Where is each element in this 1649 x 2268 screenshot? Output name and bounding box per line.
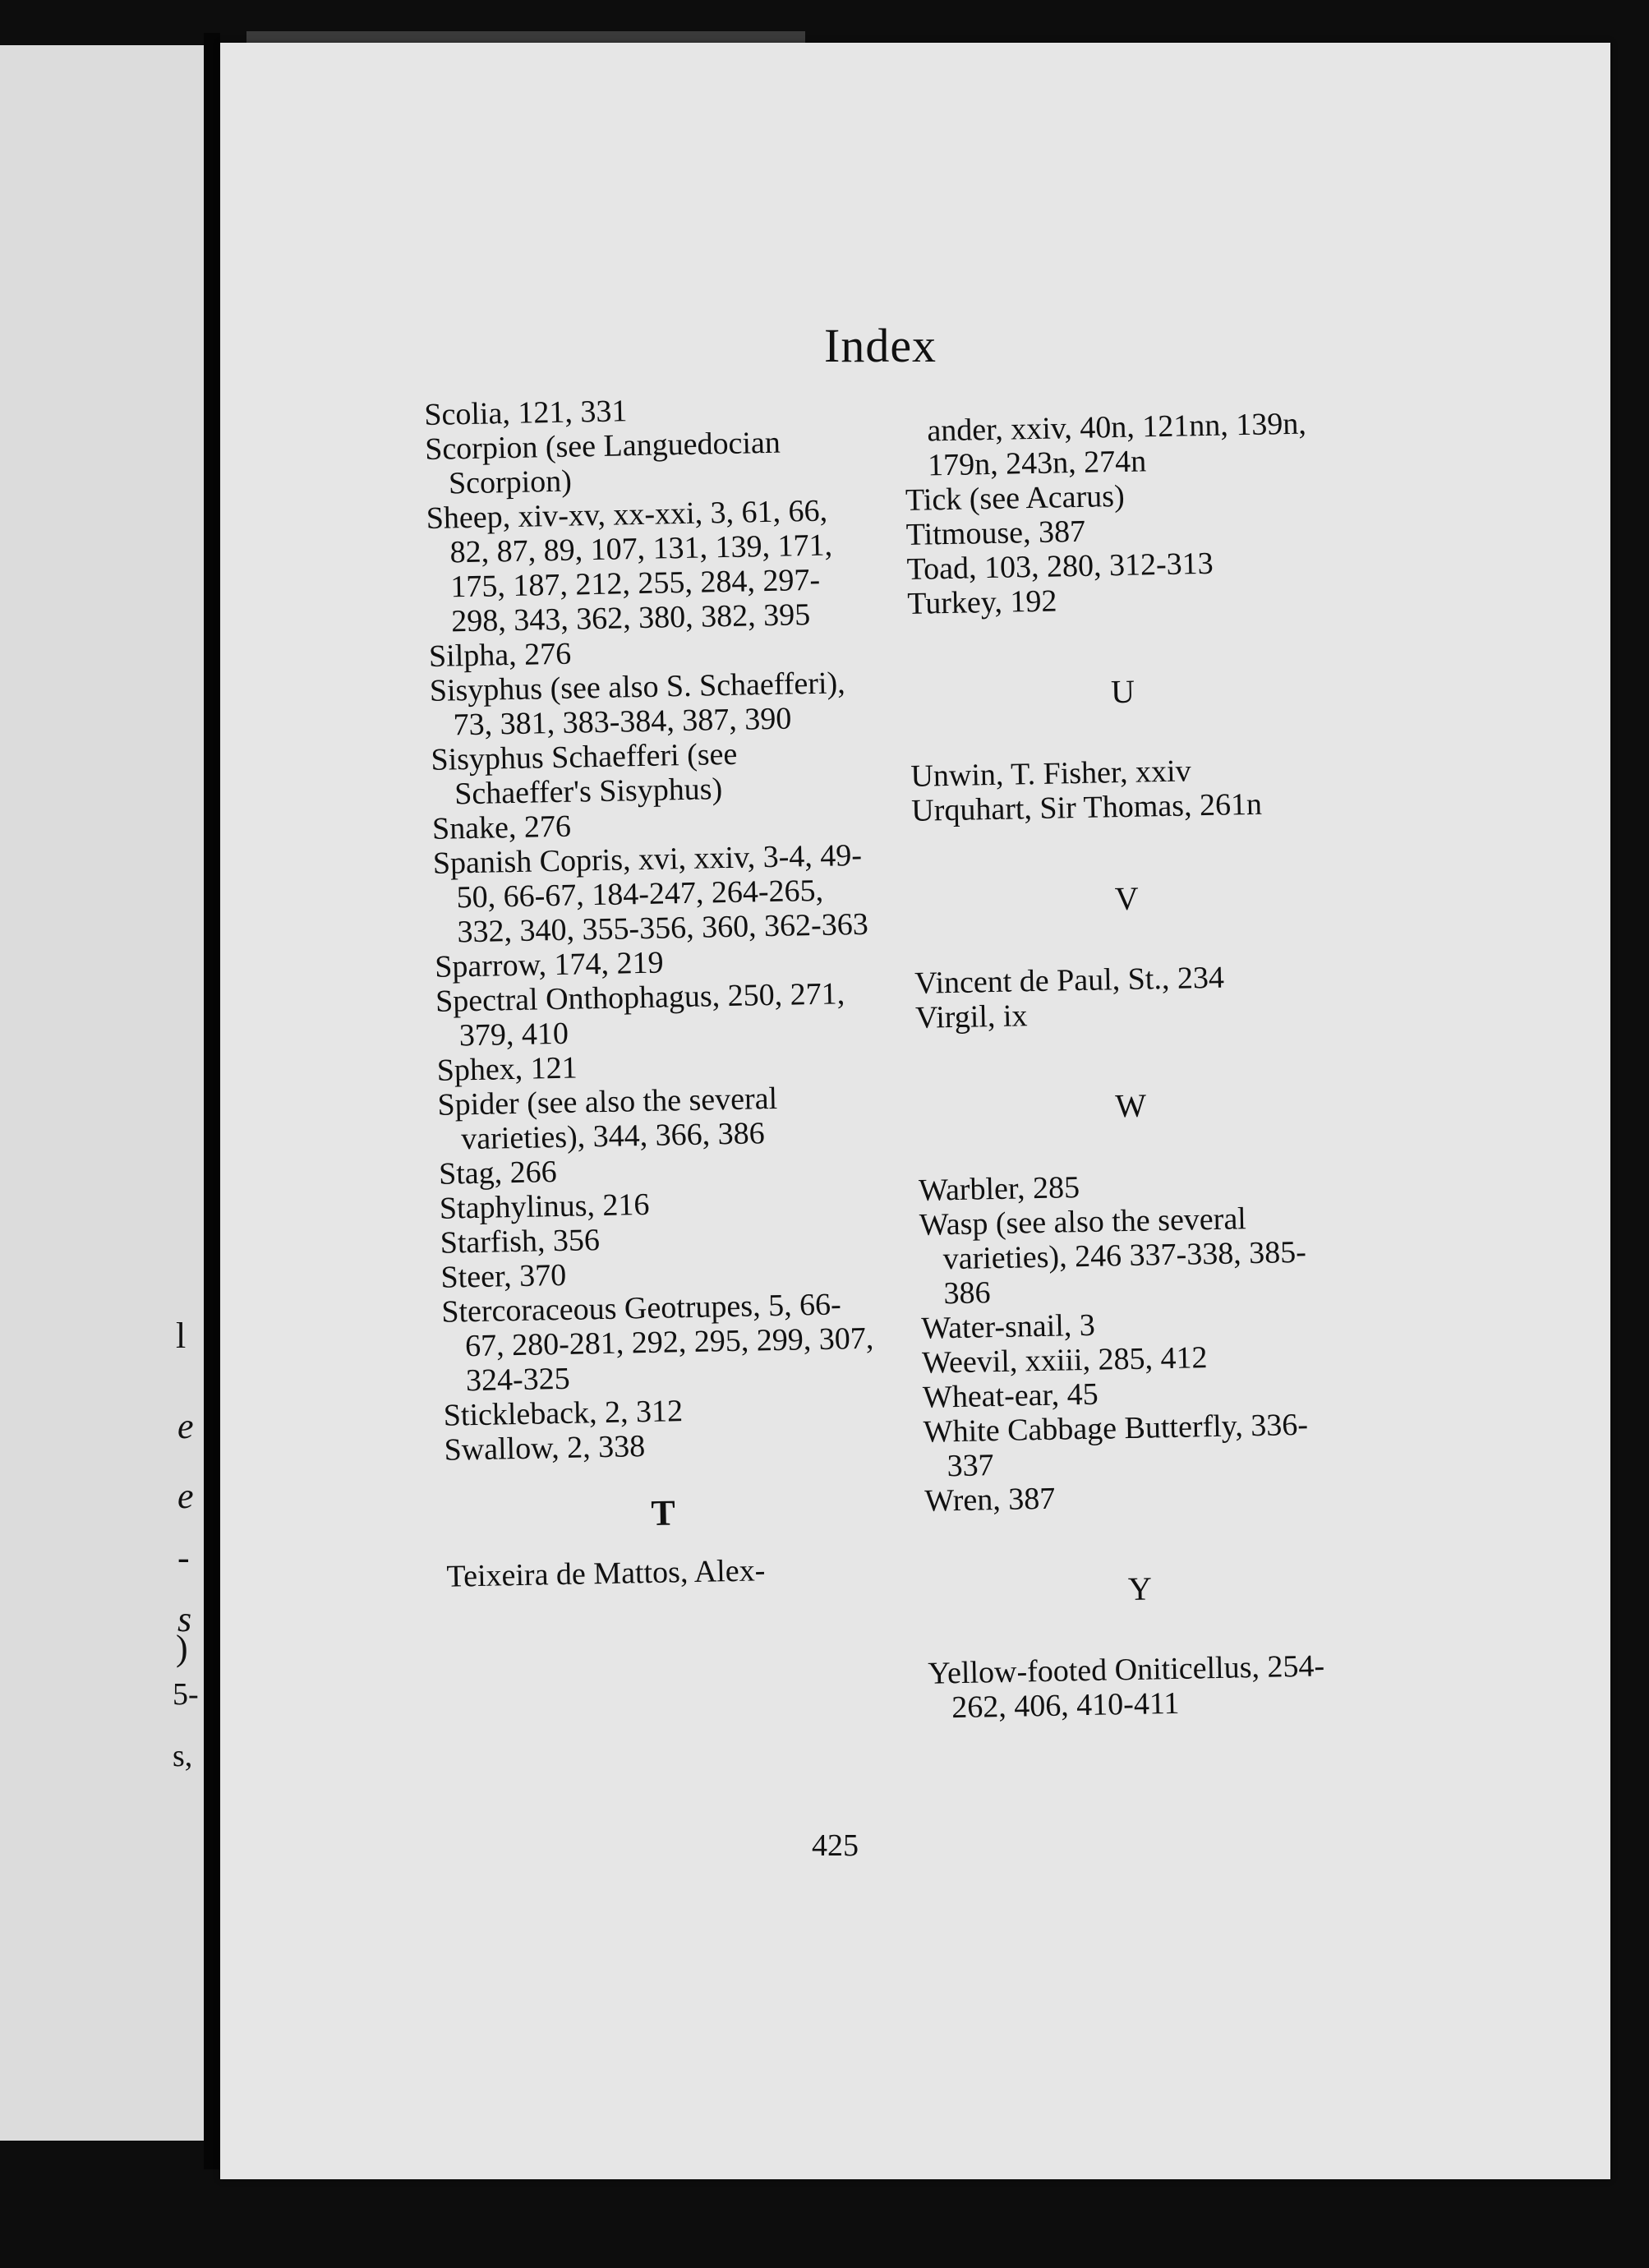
facing-page-fragment: e [177,1406,194,1446]
index-entry: Weevil, xxiii, 285, 412 [921,1340,1208,1381]
facing-page-fragment: s, [173,1739,193,1773]
index-entry: Silpha, 276 [428,636,572,674]
facing-page-fragment: l [176,1316,187,1356]
index-entry: Sisyphus (see also S. Schaefferi), 73, 381, 383-384, 387, 390 [429,666,846,743]
facing-page-fragment: 5- [173,1677,199,1712]
index-entry: Starfish, 356 [440,1223,601,1261]
index-entry: Tick (see Acarus) [905,478,1126,518]
facing-page-fragment: s [177,1599,192,1639]
index-column-right [904,406,1357,1726]
index-entry: Swallow, 2, 338 [444,1429,646,1468]
index-entry: Wren, 387 [924,1481,1056,1519]
index-entry: Virgil, ix [914,998,1028,1035]
index-entry: Unwin, T. Fisher, xxiv [910,754,1191,794]
index-entry: Scorpion (see Languedocian Scorpion) [424,425,781,501]
index-entry: Titmouse, 387 [905,514,1086,552]
index-entry: Water-snail, 3 [920,1307,1096,1346]
index-entry: Vincent de Paul, St., 234 [914,960,1225,1001]
section-letter-t: T [650,1492,676,1533]
index-page [220,43,1610,2179]
page-title: Index [824,319,937,372]
index-entry: Turkey, 192 [907,583,1057,621]
facing-page-fragment: - [177,1537,190,1578]
index-entry: Wheat-ear, 45 [922,1376,1099,1415]
index-entry: Sparrow, 174, 219 [434,945,664,984]
facing-page-edge [0,45,204,2141]
index-entry: Staphylinus, 216 [439,1187,650,1226]
index-entry: Spider (see also the several varieties), 344, 366, 386 [437,1081,778,1157]
index-entry: Warbler, 285 [918,1170,1080,1208]
index-column-left [424,390,882,1594]
index-entry: Sphex, 121 [436,1050,578,1088]
section-letter-w: W [1114,1086,1147,1125]
index-entry: Toad, 103, 280, 312-313 [906,546,1214,587]
book-gutter [204,33,220,2169]
index-entry: Sheep, xiv-xv, xx-xxi, 3, 61, 66, 82, 87, 89, 107, 131, 139, 171, 175, 187, 212, 255, 284, 297-298, 343, 362, 380, 382, 395 [426,493,833,639]
section-letter-y: Y [1127,1570,1153,1608]
index-entry: Scolia, 121, 331 [424,394,628,432]
index-entry: Steer, 370 [440,1257,567,1295]
index-entry: White Cabbage Butterfly, 336-337 [923,1407,1309,1484]
index-entry: Stickleback, 2, 312 [443,1394,684,1433]
index-entry: Stercoraceous Geotrupes, 5, 66-67, 280-281, 292, 295, 299, 307, 324-325 [440,1287,874,1399]
index-entry: Yellow-footed Oniticellus, 254-262, 406, 410-411 [928,1648,1325,1726]
index-entry: Urquhart, Sir Thomas, 261n [910,786,1263,828]
index-entry: Teixeira de Mattos, Alex- [446,1553,766,1594]
index-entry: Spectral Onthophagus, 250, 271, 379, 410 [435,976,845,1053]
index-entry: Spanish Copris, xvi, xxiv, 3-4, 49-50, 66-67, 184-247, 264-265, 332, 340, 355-356, 360, 362-363 [432,837,869,950]
index-entry: Snake, 276 [431,809,572,846]
facing-page-fragment: ) [176,1628,188,1668]
index-entry: Stag, 266 [438,1155,558,1192]
index-entry: Wasp (see also the several varieties), 246 337-338, 385-386 [919,1201,1307,1311]
section-letter-u: U [1110,672,1135,711]
index-entry: ander, xxiv, 40n, 121nn, 139n, 179n, 243n, 274n [926,406,1307,483]
page-number: 425 [812,1828,859,1863]
index-entry: Sisyphus Schaefferi (see Schaeffer's Sisyphus) [431,736,738,812]
facing-page-fragment: e [177,1476,194,1516]
section-letter-v: V [1114,879,1140,918]
